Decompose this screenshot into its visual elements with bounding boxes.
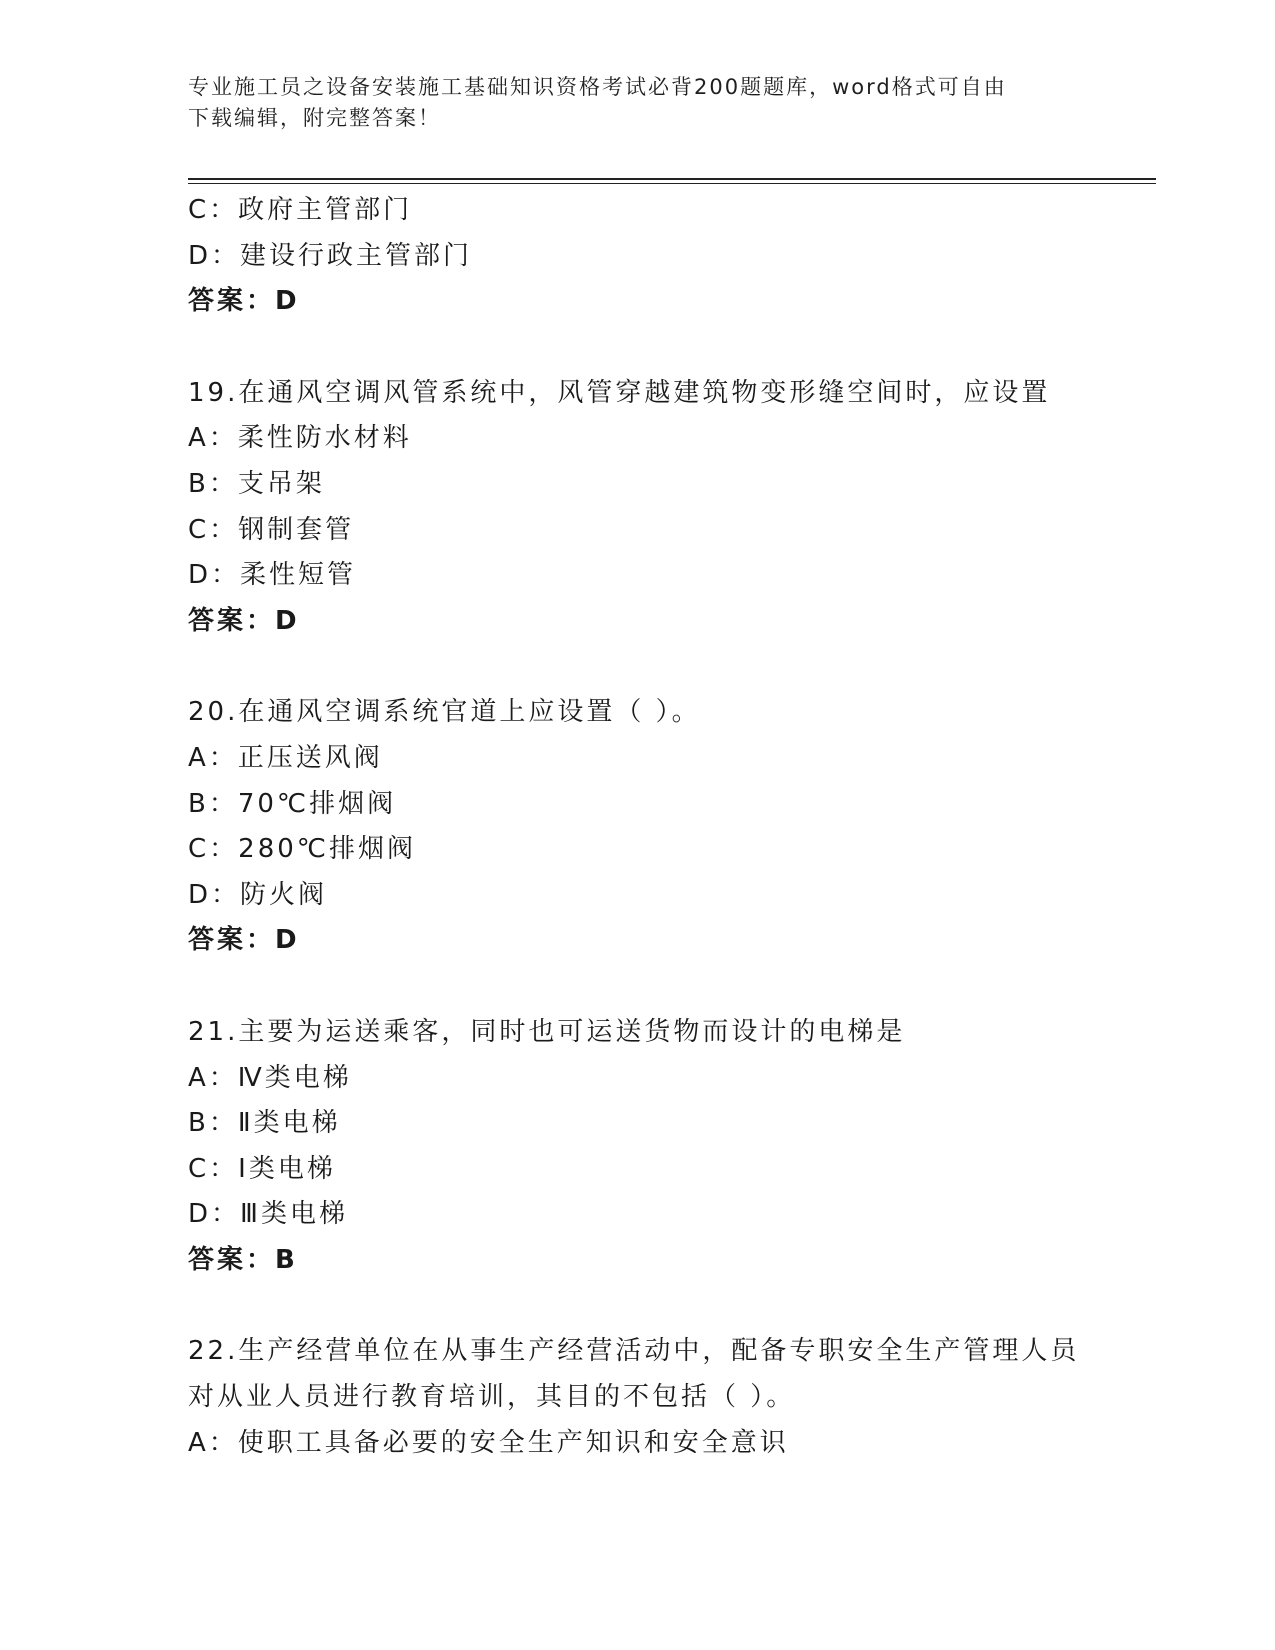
answer-label: 答案：B	[188, 1244, 298, 1275]
question-19	[188, 371, 1156, 645]
answer-label: 答案：D	[188, 286, 300, 317]
header-title-line-1: 专业施工员之设备安装施工基础知识资格考试必背200题题库，word格式可自由	[188, 75, 1007, 99]
question-22	[188, 1329, 1156, 1466]
option-a: A：正压送风阀	[188, 742, 383, 773]
option-c: C：280℃排烟阀	[188, 834, 416, 865]
question-list	[188, 188, 1156, 1466]
spacer	[188, 325, 1156, 371]
option-b: B：Ⅱ类电梯	[188, 1108, 341, 1139]
answer-label: 答案：D	[188, 605, 300, 636]
option-a: A：使职工具备必要的安全生产知识和安全意识	[188, 1427, 789, 1458]
answer-label: 答案：D	[188, 925, 300, 956]
option-c: C：钢制套管	[188, 514, 355, 545]
question-stem: 20.在通风空调系统官道上应设置（ ）。	[188, 697, 701, 728]
header-title-line-2: 下载编辑，附完整答案！	[188, 106, 441, 130]
spacer	[188, 644, 1156, 690]
option-c: C：Ⅰ类电梯	[188, 1153, 336, 1184]
question-18	[188, 188, 1156, 325]
spacer	[188, 964, 1156, 1010]
option-a: A：Ⅳ类电梯	[188, 1062, 352, 1093]
spacer	[188, 1283, 1156, 1329]
option-b: B：70℃排烟阀	[188, 788, 397, 819]
question-stem-line-2: 对从业人员进行教育培训，其目的不包括（ ）。	[188, 1382, 796, 1413]
option-d: D：柔性短管	[188, 560, 357, 591]
option-b: B：支吊架	[188, 468, 325, 499]
question-20	[188, 690, 1156, 964]
option-d: D：Ⅲ类电梯	[188, 1199, 348, 1230]
header-divider-thick	[188, 178, 1156, 180]
option-a: A：柔性防水材料	[188, 423, 412, 454]
question-21	[188, 1010, 1156, 1284]
option-c: C：政府主管部门	[188, 195, 413, 225]
question-stem-line-1: 22.生产经营单位在从事生产经营活动中，配备专职安全生产管理人员	[188, 1336, 1080, 1367]
question-stem: 21.主要为运送乘客，同时也可运送货物而设计的电梯是	[188, 1016, 906, 1047]
option-d: D：建设行政主管部门	[188, 240, 473, 271]
header-divider-thin	[188, 183, 1156, 184]
document-header	[188, 72, 1068, 134]
question-stem: 19.在通风空调风管系统中，风管穿越建筑物变形缝空间时，应设置	[188, 377, 1051, 408]
option-d: D：防火阀	[188, 879, 328, 910]
